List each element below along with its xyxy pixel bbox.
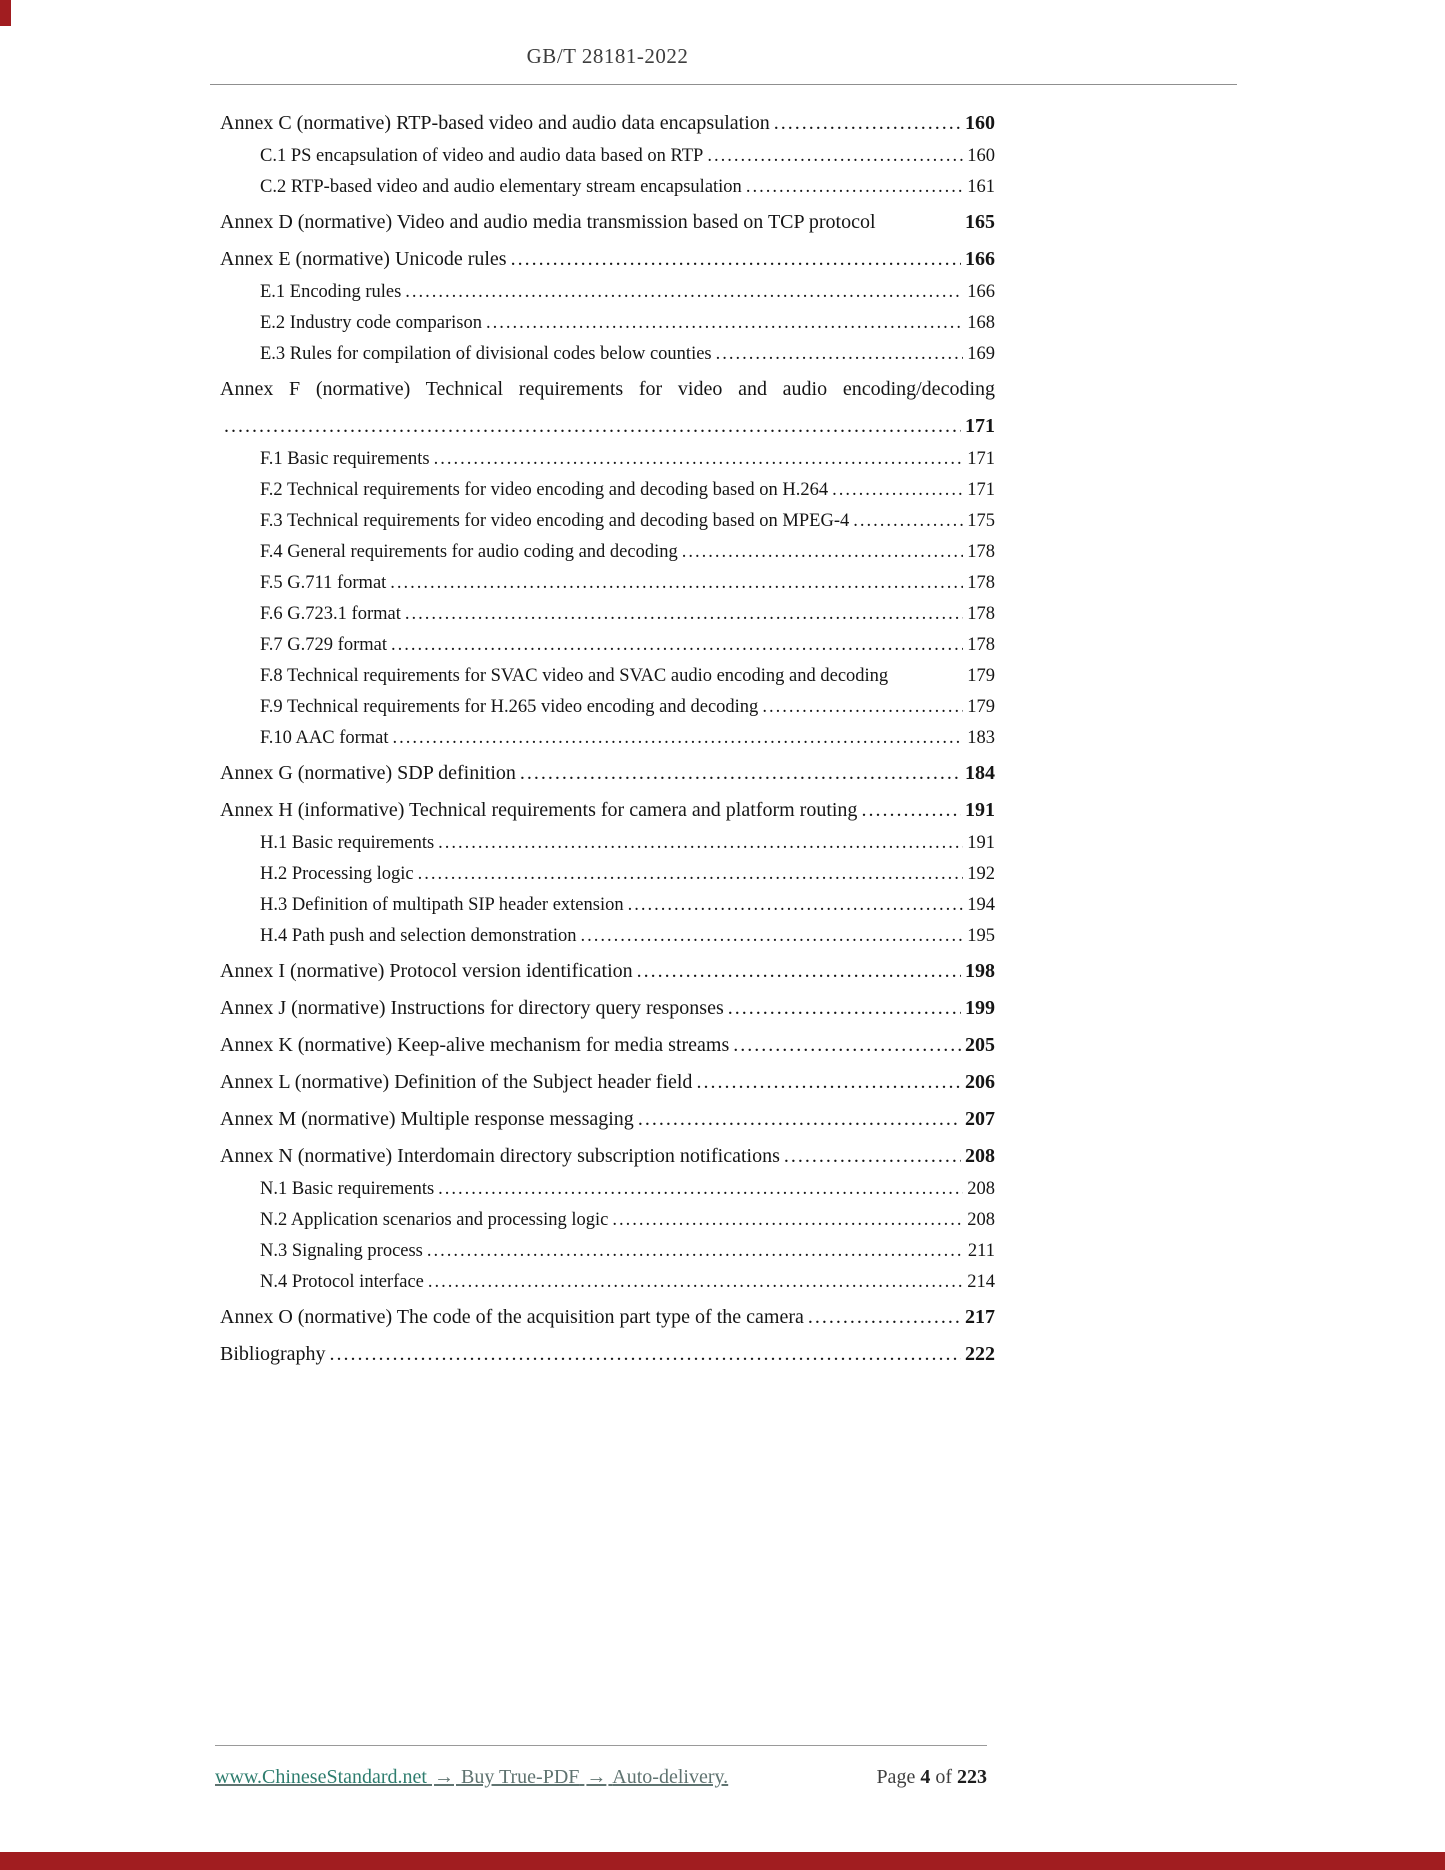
dot-leader	[520, 761, 961, 786]
toc-entry	[220, 510, 995, 533]
footer-divider	[215, 1745, 987, 1746]
toc-entry	[220, 696, 995, 719]
dot-leader	[405, 281, 963, 304]
toc-entry	[220, 832, 995, 855]
toc-entry-page: 179	[967, 665, 995, 686]
toc-entry-page: 198	[965, 960, 995, 982]
toc-entry	[220, 479, 995, 502]
top-left-red-mark	[0, 0, 11, 26]
toc-entry-page: 178	[967, 572, 995, 593]
toc-entry	[220, 959, 995, 984]
toc-entry-page: 191	[965, 799, 995, 821]
toc-entry-title: Annex D (normative) Video and audio media transmission based on TCP protocol	[220, 211, 876, 233]
toc-entry	[220, 414, 995, 439]
site-link[interactable]: www.ChineseStandard.net	[215, 1766, 427, 1788]
toc-entry	[220, 145, 995, 168]
toc-entry-title: F.3 Technical requirements for video encoding and decoding based on MPEG-4	[260, 510, 850, 531]
dot-leader	[733, 1033, 961, 1058]
toc-entry-page: 214	[967, 1271, 995, 1292]
toc-entry	[220, 603, 995, 626]
toc-entry-title: E.1 Encoding rules	[260, 281, 402, 302]
toc-entry-page: 175	[967, 510, 995, 531]
toc-entry-title: Annex C (normative) RTP-based video and audio data encapsulation	[220, 112, 770, 134]
toc-entry-title: F.6 G.723.1 format	[260, 603, 401, 624]
toc-entry	[220, 1342, 995, 1367]
dot-leader	[438, 832, 963, 855]
toc-entry	[220, 996, 995, 1021]
dot-leader	[746, 176, 963, 199]
footer-link[interactable]	[215, 1766, 728, 1789]
dot-leader	[853, 510, 963, 533]
dot-leader	[861, 798, 961, 823]
toc-entry-title: Annex F (normative) Technical requirements for video and audio encoding/decoding	[220, 378, 995, 400]
footer-row	[215, 1766, 987, 1789]
dot-leader	[581, 925, 964, 948]
dot-leader	[330, 1342, 961, 1367]
dot-leader	[438, 1178, 963, 1201]
toc-entry-page: 191	[967, 832, 995, 853]
toc-entry-page: 183	[967, 727, 995, 748]
dot-leader	[832, 479, 963, 502]
toc-entry-page: 208	[965, 1145, 995, 1167]
dot-leader	[728, 996, 961, 1021]
dot-leader	[511, 247, 961, 272]
toc-entry	[220, 925, 995, 948]
dot-leader	[638, 1107, 961, 1132]
toc-entry	[220, 541, 995, 564]
toc-entry	[220, 1107, 995, 1132]
toc-entry-title: F.2 Technical requirements for video encoding and decoding based on H.264	[260, 479, 829, 500]
header-divider	[210, 84, 1237, 85]
toc-entry	[220, 1271, 995, 1294]
toc-entry-title: H.3 Definition of multipath SIP header extension	[260, 894, 624, 915]
dot-leader	[628, 894, 964, 917]
toc-entry-page: 178	[967, 634, 995, 655]
toc-entry-title: Annex I (normative) Protocol version identification	[220, 960, 633, 982]
toc-entry-page: 171	[967, 448, 995, 469]
toc-entry-page: 222	[965, 1343, 995, 1365]
toc-entry-page: 171	[965, 415, 995, 437]
page-header	[0, 0, 1445, 85]
toc-entry-page: 195	[967, 925, 995, 946]
toc-entry	[220, 665, 995, 688]
toc-entry-page: 178	[967, 541, 995, 562]
dot-leader	[808, 1305, 961, 1330]
dot-leader	[393, 727, 964, 750]
toc-entry-page: 160	[967, 145, 995, 166]
toc-entry	[220, 572, 995, 595]
toc-entry	[220, 281, 995, 304]
dot-leader	[418, 863, 964, 886]
toc-entry	[220, 448, 995, 471]
toc-entry-title: N.2 Application scenarios and processing logic	[260, 1209, 609, 1230]
toc-entry-page: 217	[965, 1306, 995, 1328]
page-word: Page	[876, 1766, 916, 1788]
toc-entry	[220, 1240, 995, 1263]
toc-entry-page: 205	[965, 1034, 995, 1056]
toc-entry	[220, 1070, 995, 1095]
toc-entry	[220, 761, 995, 786]
toc-entry-title: F.10 AAC format	[260, 727, 389, 748]
toc-list	[220, 111, 995, 1367]
toc-entry-page: 166	[967, 281, 995, 302]
current-page-number: 4	[920, 1766, 931, 1788]
toc-entry-page: 211	[967, 1240, 995, 1261]
toc-entry-title: Annex E (normative) Unicode rules	[220, 248, 507, 270]
dot-leader	[486, 312, 963, 335]
dot-leader	[391, 634, 963, 657]
toc-entry-page: 171	[967, 479, 995, 500]
toc-entry-page: 208	[967, 1209, 995, 1230]
toc-entry-page: 194	[967, 894, 995, 915]
toc-entry-page: 165	[965, 211, 995, 233]
of-word: of	[935, 1766, 952, 1788]
toc-entry-title: C.2 RTP-based video and audio elementary stream encapsulation	[260, 176, 742, 197]
dot-leader	[405, 603, 963, 626]
dot-leader	[774, 111, 961, 136]
toc-entry-page: 184	[965, 762, 995, 784]
toc-entry-title: E.2 Industry code comparison	[260, 312, 482, 333]
toc-entry-title: N.1 Basic requirements	[260, 1178, 435, 1199]
standard-number: GB/T 28181-2022	[526, 44, 689, 68]
toc-entry-page: 169	[967, 343, 995, 364]
toc-entry-title: F.5 G.711 format	[260, 572, 387, 593]
arrow-icon: →	[434, 1766, 454, 1788]
toc-entry-page: 160	[965, 112, 995, 134]
toc-entry	[220, 210, 995, 235]
dot-leader	[612, 1209, 963, 1232]
toc-entry-title: F.7 G.729 format	[260, 634, 387, 655]
dot-leader	[682, 541, 964, 564]
dot-leader	[434, 448, 964, 471]
toc-entry-title: C.1 PS encapsulation of video and audio data based on RTP	[260, 145, 704, 166]
page-footer	[215, 1745, 987, 1789]
toc-entry-page: 207	[965, 1108, 995, 1130]
toc-entry-title: F.9 Technical requirements for H.265 video encoding and decoding	[260, 696, 759, 717]
toc-entry	[220, 1178, 995, 1201]
toc-entry-title: H.2 Processing logic	[260, 863, 414, 884]
toc-entry-page: 179	[967, 696, 995, 717]
toc-entry-title: Annex K (normative) Keep-alive mechanism for media streams	[220, 1034, 730, 1056]
toc-entry	[220, 176, 995, 199]
toc-entry-title: H.4 Path push and selection demonstration	[260, 925, 577, 946]
arrow-icon: →	[586, 1766, 607, 1788]
toc-entry-page: 199	[965, 997, 995, 1019]
bottom-red-bar	[0, 1852, 1445, 1870]
toc-entry-title: Annex L (normative) Definition of the Subject header field	[220, 1071, 693, 1093]
toc-entry-title: F.4 General requirements for audio coding and decoding	[260, 541, 678, 562]
dot-leader	[762, 696, 963, 719]
dot-leader	[428, 1271, 963, 1294]
toc-entry-title: H.1 Basic requirements	[260, 832, 435, 853]
toc-entry-page: 206	[965, 1071, 995, 1093]
toc-entry-title: E.3 Rules for compilation of divisional codes below counties	[260, 343, 712, 364]
toc-entry	[220, 1209, 995, 1232]
toc-entry-title: Annex N (normative) Interdomain directory subscription notifications	[220, 1145, 780, 1167]
toc-entry-page: 192	[967, 863, 995, 884]
toc-entry-title: Annex G (normative) SDP definition	[220, 762, 516, 784]
toc-entry-title: N.3 Signaling process	[260, 1240, 423, 1261]
dot-leader	[716, 343, 964, 366]
toc-entry-title: Annex J (normative) Instructions for directory query responses	[220, 997, 724, 1019]
dot-leader	[390, 572, 963, 595]
toc-entry-page: 166	[965, 248, 995, 270]
toc-entry-title: Annex O (normative) The code of the acquisition part type of the camera	[220, 1306, 804, 1328]
dot-leader	[707, 145, 963, 168]
toc-entry	[220, 377, 995, 402]
page-number-label	[876, 1766, 987, 1789]
toc-entry-page: 208	[967, 1178, 995, 1199]
dot-leader	[427, 1240, 964, 1263]
toc-entry	[220, 1144, 995, 1169]
dot-leader	[224, 414, 961, 439]
dot-leader	[784, 1144, 961, 1169]
dot-leader	[696, 1070, 961, 1095]
toc-entry	[220, 894, 995, 917]
toc-entry-title: Annex M (normative) Multiple response messaging	[220, 1108, 634, 1130]
toc-entry	[220, 247, 995, 272]
total-page-number: 223	[957, 1766, 987, 1788]
toc-entry	[220, 1305, 995, 1330]
toc-entry	[220, 343, 995, 366]
buy-true-pdf-label: Buy True-PDF	[461, 1766, 580, 1788]
toc-entry-title: F.1 Basic requirements	[260, 448, 430, 469]
toc-entry-title: N.4 Protocol interface	[260, 1271, 424, 1292]
toc-entry	[220, 312, 995, 335]
toc-entry	[220, 1033, 995, 1058]
toc-entry	[220, 111, 995, 136]
toc-entry-page: 168	[967, 312, 995, 333]
toc-entry	[220, 798, 995, 823]
toc-entry	[220, 727, 995, 750]
toc-entry	[220, 634, 995, 657]
toc-entry	[220, 863, 995, 886]
toc-entry-page: 161	[967, 176, 995, 197]
toc-entry-title: Annex H (informative) Technical requirements for camera and platform routing	[220, 799, 858, 821]
toc-entry-title: Bibliography	[220, 1343, 326, 1365]
toc-entry-title: F.8 Technical requirements for SVAC video and SVAC audio encoding and decoding	[260, 665, 889, 686]
toc-entry-page: 178	[967, 603, 995, 624]
auto-delivery-label: Auto-delivery.	[612, 1766, 729, 1788]
dot-leader	[637, 959, 961, 984]
